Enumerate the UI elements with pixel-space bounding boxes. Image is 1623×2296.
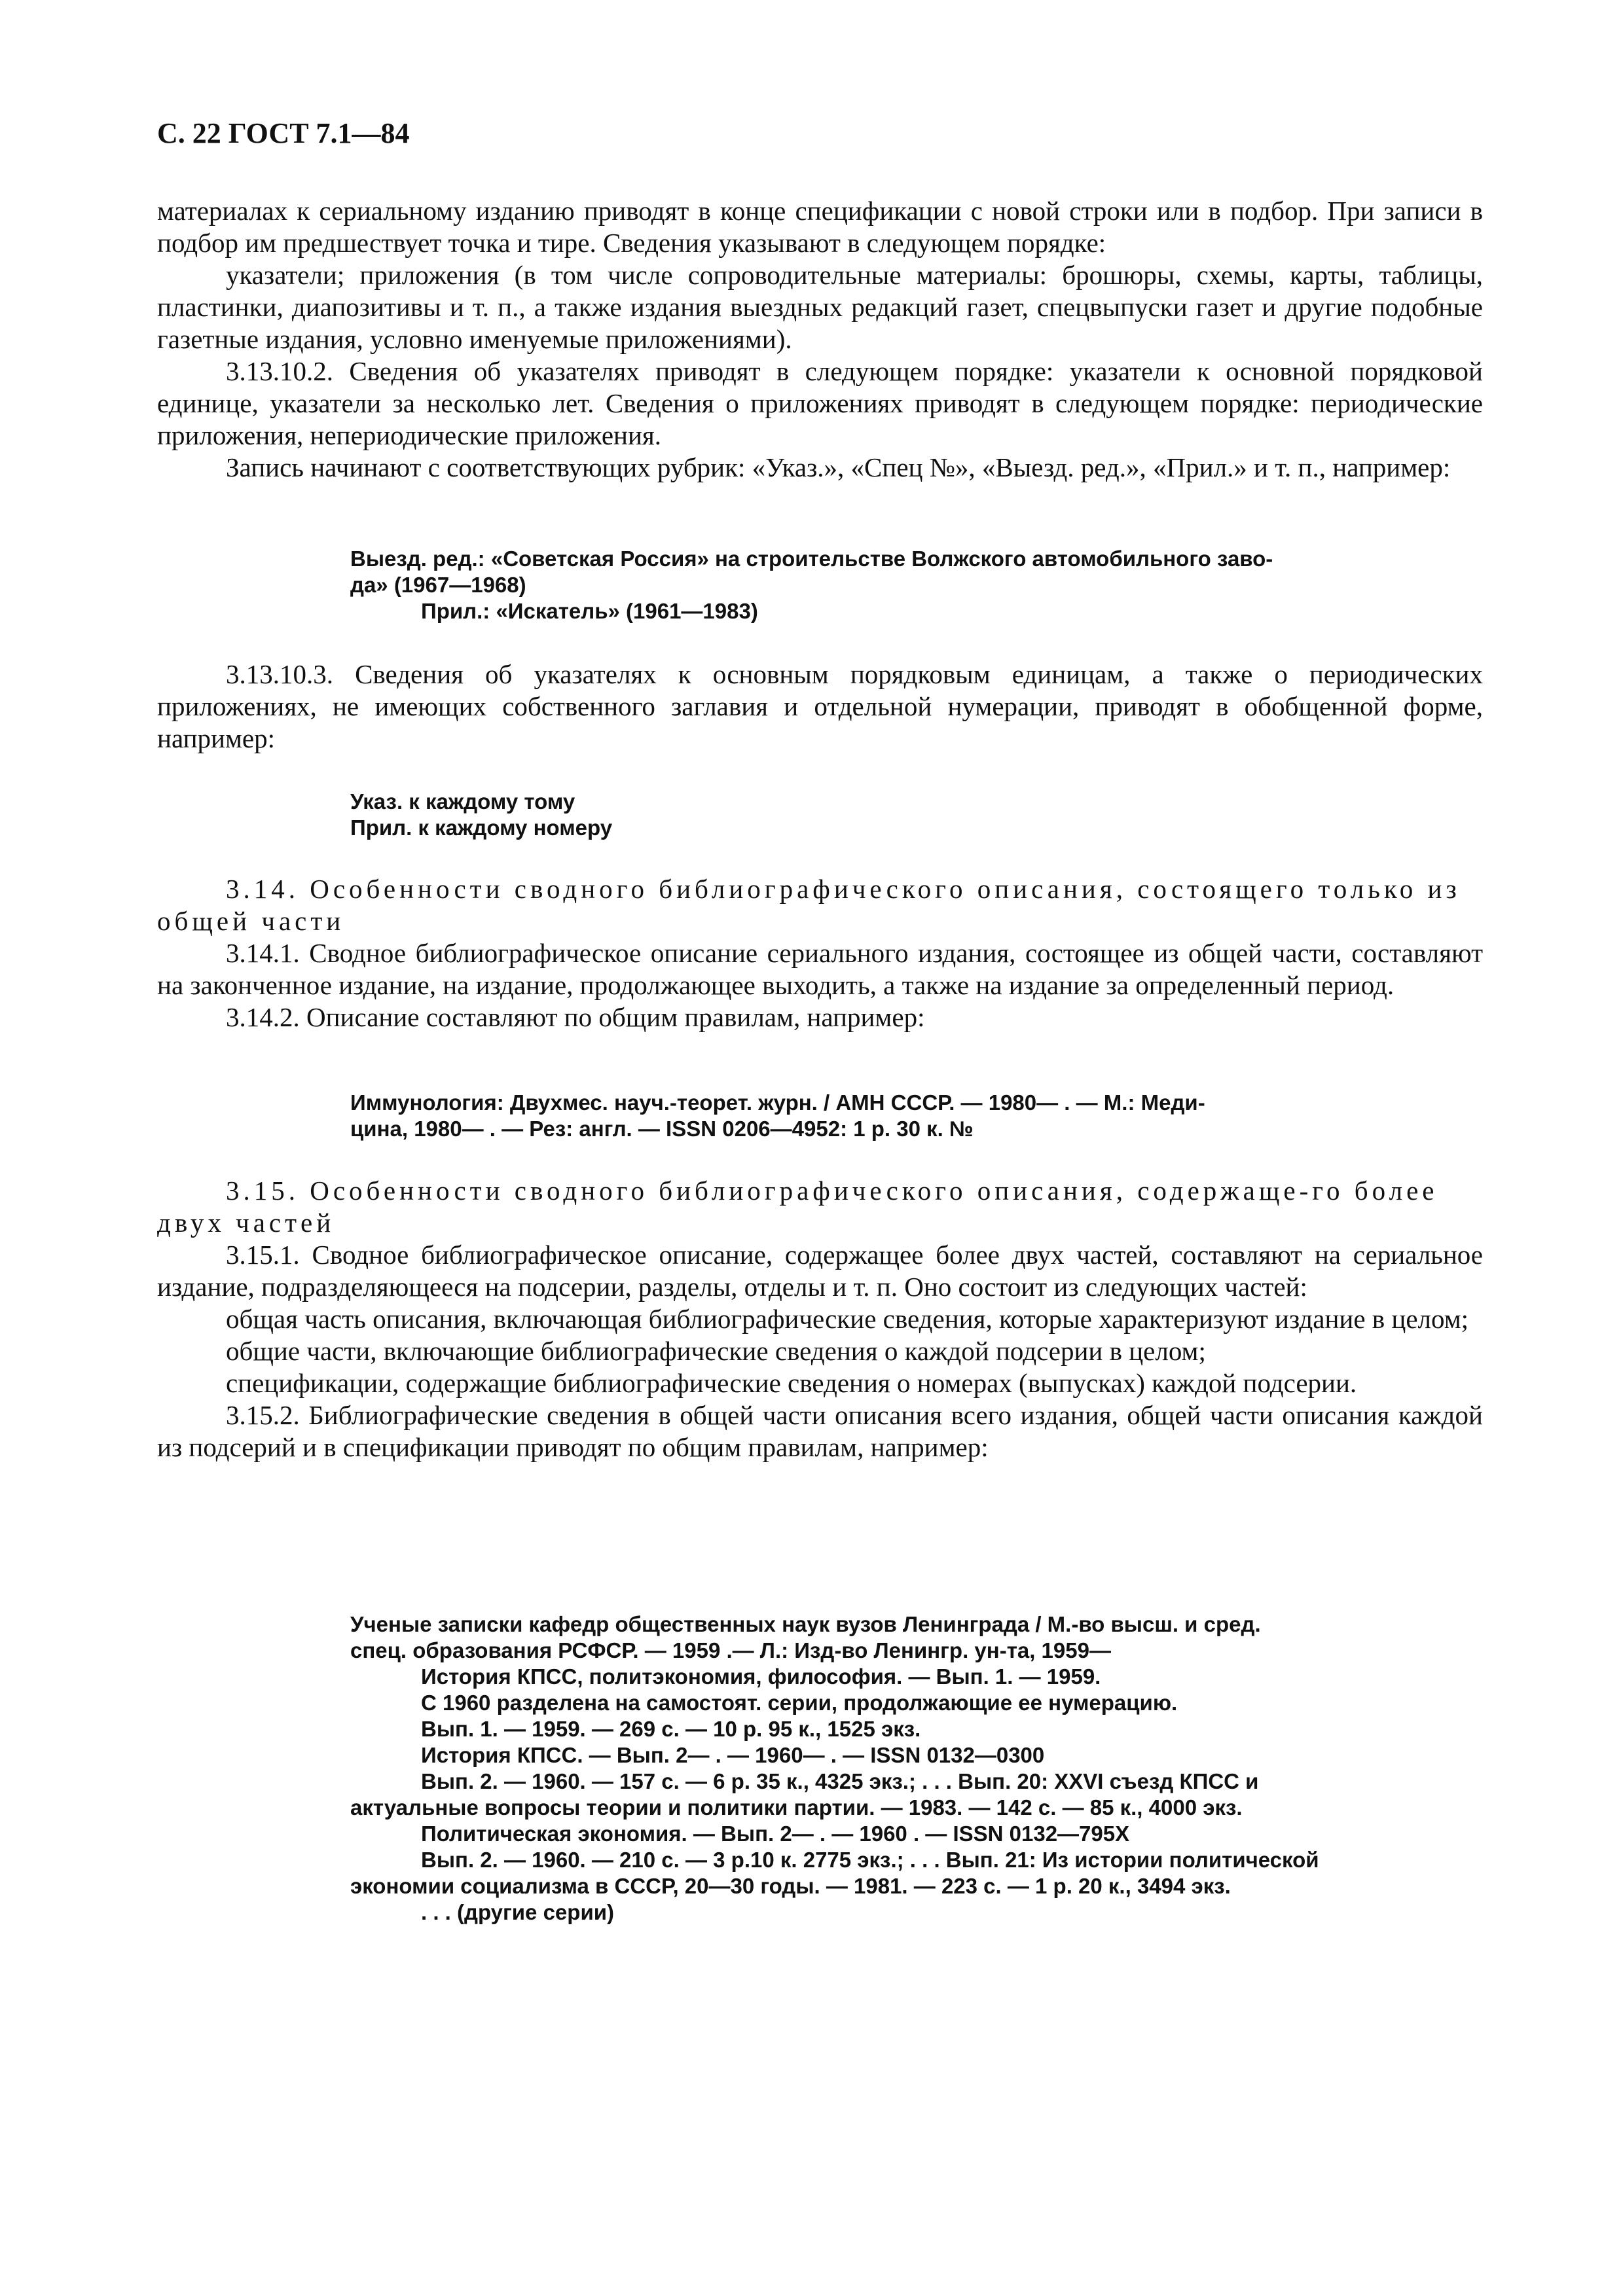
example-line: Прил. к каждому номеру (350, 816, 613, 840)
example-line: Указ. к каждому тому (350, 789, 575, 814)
example-line: Ученые записки кафедр общественных наук вузов Ленинграда / М.-во высш. и сред. (350, 1612, 1261, 1636)
example-line: История КПСС, политэкономия, философия. — Вып. 1. — 1959. (421, 1664, 1101, 1689)
text-block-2 (157, 658, 1483, 755)
paragraph: общая часть описания, включающая библиографические сведения, которые характеризуют издание в целом; (226, 1304, 1469, 1334)
paragraph: 3.13.10.2. Сведения об указателях приводят в следующем порядке: указатели к основной порядковой единице, указатели за несколько лет. Сведения о приложениях приводят в следующем порядке: периодические приложения, непериодические приложения. (157, 356, 1483, 450)
section-heading: 3.15. Особенности сводного библиографического описания, содержаще-го более двух частей (157, 1175, 1438, 1238)
example-line: да» (1967—1968) (350, 573, 526, 597)
paragraph: 3.14.1. Сводное библиографическое описание сериального издания, состоящее из общей части, составляют на законченное издание, на издание, продолжающее выходить, а также на издание за определенный период. (157, 938, 1483, 1000)
example-line: цина, 1980— . — Рез: англ. — ISSN 0206—4952: 1 р. 30 к. № (350, 1117, 974, 1141)
example-line: спец. образования РСФСР. — 1959 .— Л.: Изд-во Ленингр. ун-та, 1959— (350, 1638, 1111, 1662)
text-block-1 (157, 195, 1483, 484)
paragraph: общие части, включающие библиографические сведения о каждой подсерии в целом; (226, 1336, 1206, 1366)
paragraph: 3.15.1. Сводное библиографическое описание, содержащее более двух частей, составляют на сериальное издание, подразделяющееся на подсерии, разделы, отделы и т. п. Оно состоит из следующих частей: (157, 1240, 1483, 1302)
example-line: Выезд. ред.: «Советская Россия» на строительстве Волжского автомобильного заво- (350, 547, 1273, 571)
example-block-4 (350, 1611, 1483, 1926)
example-line: Иммунология: Двухмес. науч.-теорет. журн. / АМН СССР. — 1980— . — М.: Меди- (350, 1090, 1205, 1115)
text-block-4 (157, 1175, 1483, 1463)
example-line: История КПСС. — Вып. 2— . — 1960— . — ISSN 0132—0300 (421, 1743, 1045, 1767)
example-line: Вып. 2. — 1960. — 157 с. — 6 р. 35 к., 4325 экз.; . . . Вып. 20: XXVI съезд КПСС и (421, 1769, 1259, 1793)
example-line: Политическая экономия. — Вып. 2— . — 1960 . — ISSN 0132—795Х (421, 1821, 1130, 1846)
section-heading: 3.14. Особенности сводного библиографического описания, состоящего только из общей части (157, 874, 1461, 936)
example-line: Вып. 1. — 1959. — 269 с. — 10 р. 95 к., 1525 экз. (421, 1717, 921, 1741)
paragraph: 3.13.10.3. Сведения об указателях к основным порядковым единицам, а также о периодических приложениях, не имеющих собственного заглавия и отдельной нумерации, приводят в обобщенной форме, например: (157, 659, 1483, 753)
example-line: . . . (другие серии) (421, 1900, 615, 1924)
example-block-2 (350, 789, 1483, 841)
example-line: С 1960 разделена на самостоят. серии, продолжающие ее нумерацию. (421, 1691, 1178, 1715)
paragraph: 3.15.2. Библиографические сведения в общей части описания всего издания, общей части описания каждой из подсерий и в спецификации приводят по общим правилам, например: (157, 1400, 1483, 1462)
paragraph: указатели; приложения (в том числе сопроводительные материалы: брошюры, схемы, карты, таблицы, пластинки, диапозитивы и т. п., а также издания выездных редакций газет, спецвыпуски газет и другие подобные газетные издания, условно именуемые приложениями). (157, 260, 1483, 354)
paragraph: спецификации, содержащие библиографические сведения о номерах (выпусках) каждой подсерии. (226, 1368, 1357, 1398)
text-block-3 (157, 873, 1483, 1033)
paragraph: 3.14.2. Описание составляют по общим правилам, например: (226, 1002, 925, 1032)
paragraph: Запись начинают с соответствующих рубрик: «Указ.», «Спец №», «Выезд. ред.», «Прил.» и т. п., например: (226, 452, 1451, 482)
example-line: актуальные вопросы теории и политики партии. — 1983. — 142 с. — 85 к., 4000 экз. (350, 1795, 1243, 1820)
example-line: Прил.: «Искатель» (1961—1983) (421, 599, 758, 623)
example-line: экономии социализма в СССР, 20—30 годы. — 1981. — 223 с. — 1 р. 20 к., 3494 экз. (350, 1874, 1231, 1898)
example-line: Вып. 2. — 1960. — 210 с. — 3 р.10 к. 2775 экз.; . . . Вып. 21: Из истории политической (421, 1848, 1319, 1872)
page-header: С. 22 ГОСТ 7.1—84 (157, 117, 410, 149)
paragraph: материалах к сериальному изданию приводят в конце спецификации с новой строки или в подбор. При записи в подбор им предшествует точка и тире. Сведения указывают в следующем порядке: (157, 196, 1483, 258)
example-block-3 (350, 1090, 1483, 1142)
example-block-1 (350, 546, 1483, 624)
